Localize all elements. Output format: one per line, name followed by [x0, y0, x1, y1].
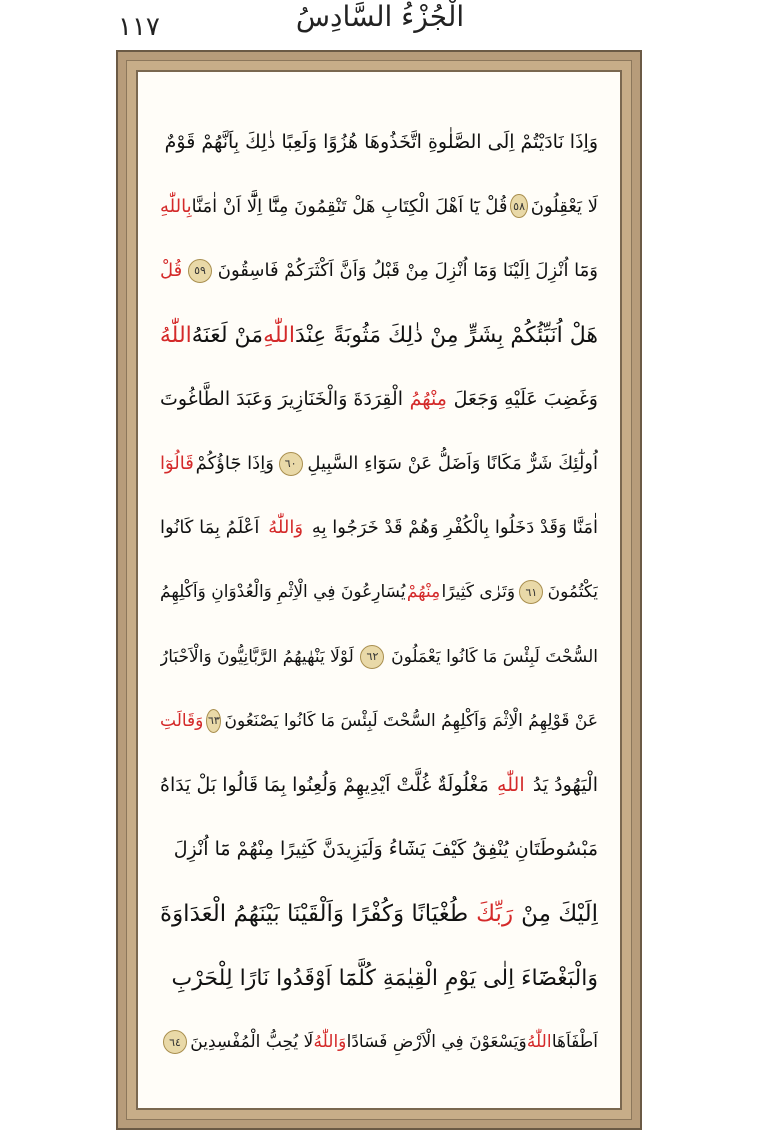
highlighted-word: قَالُوٓا — [160, 453, 194, 475]
text-line — [160, 367, 598, 431]
verse-text: الْقِرَدَةَ وَالْخَنَازِيرَ وَعَبَدَ الطَّاغُوتَ — [160, 388, 403, 411]
verse-text: مَغْلُولَةٌ غُلَّتْ اَيْدِيهِمْ وَلُعِنُوا بِمَا قَالُوا بَلْ يَدَاهُ — [160, 774, 489, 797]
highlighted-word: رَبِّكَ — [476, 900, 514, 927]
verse-text: وَيَسْعَوْنَ فِي الْاَرْضِ فَسَادًا — [346, 1032, 527, 1053]
highlighted-word: بِاللّٰهِ — [160, 195, 192, 217]
highlighted-word: اللّٰهِ — [263, 322, 295, 348]
text-line — [160, 496, 598, 560]
verse-text: مَنْ لَعَنَهُ — [191, 322, 264, 348]
verse-text: وَغَضِبَ عَلَيْهِ وَجَعَلَ — [453, 388, 598, 411]
ayah-number-marker: ٦١ — [519, 580, 543, 604]
ayah-number-marker: ٥٩ — [188, 259, 212, 283]
quran-text-block — [160, 110, 598, 1074]
highlighted-word: اللّٰهُ — [160, 322, 192, 348]
text-line — [160, 882, 598, 946]
text-line — [160, 239, 598, 303]
text-line — [160, 110, 598, 174]
highlighted-word: اللّٰهِ — [497, 774, 525, 797]
text-line — [160, 431, 598, 495]
highlighted-word: وَاللّٰهُ — [268, 517, 304, 539]
verse-text: يُسَارِعُونَ فِي الْاِثْمِ وَالْعُدْوَانِ وَاَكْلِهِمُ — [160, 582, 406, 603]
verse-text: عَنْ قَوْلِهِمُ الْاِثْمَ وَاَكْلِهِمُ السُّحْتَ لَبِئْسَ مَا كَانُوا يَصْنَعُونَ — [224, 710, 598, 731]
ayah-number-marker: ٥٨ — [510, 194, 527, 218]
highlighted-word: مِنْهُمْ — [406, 582, 441, 603]
verse-text: اَعْلَمُ بِمَا كَانُوا — [160, 517, 260, 539]
ayah-number-marker: ٦٣ — [206, 709, 221, 733]
verse-text: السُّحْتَ لَبِئْسَ مَا كَانُوا يَعْمَلُونَ — [391, 646, 598, 667]
highlighted-word: وَقَالَتِ — [160, 710, 204, 731]
verse-text: اِلَيْكَ مِنْ — [521, 900, 598, 927]
verse-text: لَا يَعْقِلُونَ — [530, 195, 598, 217]
text-line — [160, 560, 598, 624]
text-line — [160, 753, 598, 817]
ayah-number-marker: ٦٤ — [163, 1030, 187, 1054]
verse-text: هَلْ اُنَبِّئُكُمْ بِشَرٍّ مِنْ ذٰلِكَ مَثُوبَةً عِنْدَ — [294, 322, 598, 348]
verse-text: يَكْتُمُونَ — [547, 582, 598, 603]
verse-text: طُغْيَانًا وَكُفْرًا وَاَلْقَيْنَا بَيْنَهُمُ الْعَدَاوَةَ — [160, 900, 469, 927]
highlighted-word: اللّٰهُ — [526, 1032, 552, 1053]
verse-text: وَاِذَا نَادَيْتُمْ اِلَى الصَّلٰوةِ اتَّخَذُوهَا هُزُوًا وَلَعِبًا ذٰلِكَ بِاَنَّهُمْ قَوْمٌ — [164, 131, 598, 154]
verse-text: قُلْ يَٓا اَهْلَ الْكِتَابِ هَلْ تَنْقِمُونَ مِنَّٓا اِلَّٓا اَنْ اٰمَنَّا — [191, 195, 508, 217]
page-number: ١١٧ — [118, 12, 160, 42]
verse-text: اٰمَنَّا وَقَدْ دَخَلُوا بِالْكُفْرِ وَهُمْ قَدْ خَرَجُوا بِهِ — [311, 517, 598, 539]
text-line — [160, 1010, 598, 1074]
verse-text: وَمَٓا اُنْزِلَ اِلَيْنَا وَمَٓا اُنْزِلَ مِنْ قَبْلُ وَاَنَّ اَكْثَرَكُمْ فَاسِقُونَ — [217, 260, 598, 282]
verse-text: الْيَهُودُ يَدُ — [532, 774, 598, 797]
text-line — [160, 303, 598, 367]
page-frame — [116, 50, 642, 1130]
highlighted-word: قُلْ — [160, 260, 183, 282]
text-line — [160, 689, 598, 753]
verse-text: وَاِذَا جَٓاؤُكُمْ — [195, 453, 274, 475]
highlighted-word: وَاللّٰهُ — [313, 1032, 347, 1053]
highlighted-word: مِنْهُمُ — [409, 388, 447, 411]
verse-text: وَالْبَغْضَٓاءَ اِلٰى يَوْمِ الْقِيٰمَةِ كُلَّمَٓا اَوْقَدُوا نَارًا لِلْحَرْبِ — [171, 965, 598, 991]
text-line — [160, 174, 598, 238]
ayah-number-marker: ٦٠ — [279, 452, 303, 476]
verse-text: وَتَرٰى كَثِيرًا — [441, 582, 516, 603]
ayah-number-marker: ٦٢ — [360, 645, 384, 669]
text-line — [160, 817, 598, 881]
verse-text: مَبْسُوطَتَانِ يُنْفِقُ كَيْفَ يَشَٓاءُ وَلَيَزِيدَنَّ كَثِيرًا مِنْهُمْ مَٓا اُنْزِلَ — [173, 838, 598, 861]
juz-title: الْجُزْءُ السَّادِسُ — [295, 0, 465, 33]
verse-text: لَوْلَا يَنْهٰيهُمُ الرَّبَّانِيُّونَ وَالْاَحْبَارُ — [160, 646, 354, 667]
page-header — [0, 0, 760, 48]
text-line — [160, 624, 598, 688]
text-line — [160, 946, 598, 1010]
verse-text: اَطْفَاَهَا — [551, 1032, 598, 1053]
verse-text: اُولٰٓئِكَ شَرٌّ مَكَانًا وَاَضَلُّ عَنْ سَوَٓاءِ السَّبِيلِ — [307, 453, 598, 475]
verse-text: لَا يُحِبُّ الْمُفْسِدِينَ — [190, 1032, 314, 1053]
